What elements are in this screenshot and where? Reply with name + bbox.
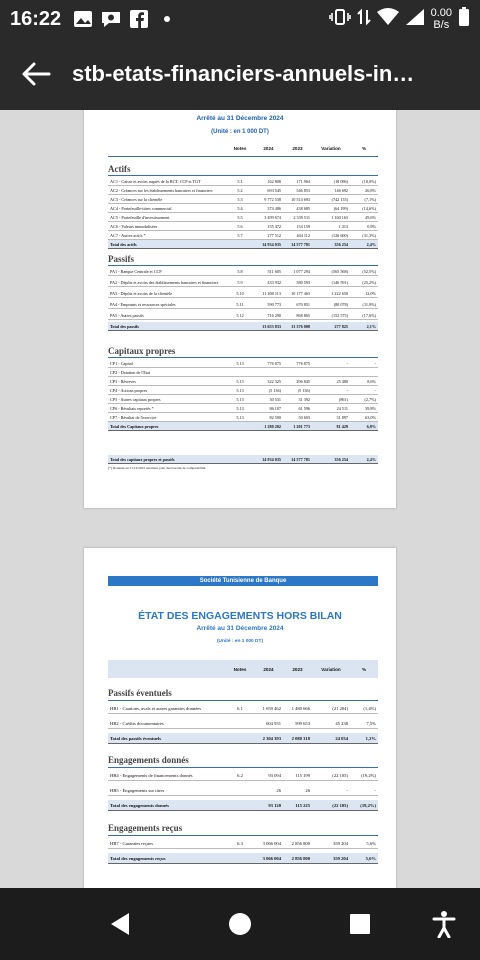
row-2024: 26 [276,787,281,793]
row-2023: 599 653 [295,720,310,726]
row-percent: 8,6% [367,378,376,384]
row-label: PA4 - Emprunts et ressources spéciales [110,301,176,307]
row-percent: 7,5% [366,720,376,726]
section-heading: Capitaux propres [108,346,176,356]
nav-back-button[interactable] [84,888,156,960]
row-2023: 296 845 [296,378,310,384]
facebook-icon [127,7,151,31]
row-variation: 359 204 [333,840,348,846]
bank-banner: Société Tunisienne de Banque [108,576,378,586]
page2-title: ÉTAT DES ENGAGEMENTS HORS BILAN [138,610,342,622]
row-note: 5.13 [236,405,244,411]
row-note: 5.2 [237,187,243,193]
row-note: 5.13 [236,414,244,420]
row-percent: - [374,387,376,393]
row-percent: (31,3%) [362,232,376,238]
row-2023: 2 339 511 [293,214,310,220]
row-2023: 61 596 [298,405,310,411]
table-row [108,703,378,714]
nav-home-button[interactable] [204,888,276,960]
row-2024: 776 875 [267,360,281,366]
grand-total-row [108,455,378,464]
col-notes: Notes [233,666,247,672]
row-2024: 86 107 [269,405,281,411]
row-note: 6.3 [237,840,243,846]
row-label: AC1 - Caisse et avoirs auprès de la BCT, CCP et TGT [110,178,201,184]
row-variation: (742 155) [331,196,348,202]
table-row [108,838,378,849]
section-heading: Engagements donnés [108,755,189,765]
col-2024: 2024 [263,146,274,151]
row-2023: 1 480 666 [291,705,310,711]
footnote: (*) Données au 31/12/2023 retraitées pour des besoins de comparabilité. [108,466,207,470]
section-heading: Passifs [108,254,135,264]
row-percent: (2,7%) [364,396,376,402]
row-2024: 155 472 [267,223,281,229]
section-divider [108,700,378,701]
row-2024: 2 304 393 [262,735,281,741]
row-percent: (11,9%) [362,301,376,307]
document-title: stb-etats-financiers-annuels-in… [72,61,415,86]
row-2023: 1 077 294 [293,268,310,274]
table-row [108,359,378,368]
net-speed [431,7,452,31]
row-2024: 693 545 [267,187,281,193]
row-variation: (18 096) [333,178,348,184]
status-right [329,0,470,38]
row-note: 5.4 [237,205,243,211]
table-row [108,404,378,413]
row-2024: 590 773 [267,301,281,307]
row-variation: 45 238 [335,720,348,726]
row-2023: 10 514 693 [291,196,310,202]
table-row [108,231,378,240]
table-row [108,278,378,287]
row-2024: 14 934 035 [262,241,281,247]
row-2023: 1 201 773 [293,423,310,429]
row-label: Total des actifs [110,241,137,247]
row-2024: 30 531 [269,396,281,402]
row-variation: 356 254 [334,456,348,462]
table-row [108,204,378,213]
table-row [108,213,378,222]
row-percent: 5,6% [366,840,376,846]
row-percent: 39,8% [365,405,376,411]
table-row [108,377,378,386]
triangle-back-icon [109,912,131,936]
row-label: PA2 - Dépôts et avoirs des établissements bancaires et financiers [110,279,219,285]
row-label: Total des engagements reçus [110,855,166,861]
col-2023: 2023 [292,666,303,672]
row-percent: (1,4%) [363,705,376,711]
row-variation: (861) [338,396,348,402]
row-percent: 2,1% [366,323,376,329]
row-2024: (5 136) [268,387,281,393]
row-label: Total des passifs [110,323,139,329]
row-2023: 868 865 [296,312,310,318]
row-variation: (64 199) [333,205,348,211]
row-percent: - [374,787,376,793]
row-label: CP4 - Actions propres [110,387,148,393]
row-2023: 670 851 [296,301,310,307]
pdf-viewer[interactable] [0,110,480,888]
row-variation: 25 480 [336,378,348,384]
navigation-bar [0,888,480,960]
net-speed-value: 0.00 [430,7,452,19]
row-note: 5.11 [236,301,244,307]
row-2023: 31 392 [298,396,310,402]
accessibility-button[interactable] [408,888,480,960]
net-speed-unit: B/s [433,19,450,31]
col-percent: % [361,666,367,672]
chat-icon [99,7,123,31]
row-percent: 63,0% [365,414,376,420]
table-row [108,300,378,309]
row-percent: 6,8% [366,423,376,429]
section-divider [108,175,378,176]
row-percent: 2,4% [366,456,376,462]
row-variation: (22 105) [332,802,348,808]
row-2023: 2 856 800 [291,840,310,846]
table-row [108,395,378,404]
row-note: 5.12 [236,312,244,318]
row-label: AC4 - Portefeuille-titres commercial [110,205,172,211]
signal-icon [405,8,425,31]
row-variation: 81 429 [336,423,348,429]
row-percent: 26,8% [365,187,376,193]
row-percent: 5,6% [365,855,376,861]
row-label: CP2 - Dotation de l'Etat [110,369,151,375]
row-2024: 162 808 [267,178,281,184]
row-variation: 1 160 163 [331,214,348,220]
row-note: 5.3 [237,196,243,202]
row-2023: 776 875 [296,360,310,366]
row-2023: 154 159 [296,223,310,229]
row-note: 5.13 [236,360,244,366]
dot-icon [155,7,179,31]
row-2024: 13 653 833 [262,323,281,329]
row-variation: - [346,360,348,366]
page1-subtitle: (Unité : en 1 000 DT) [211,129,269,135]
page2-table-header [108,660,378,678]
row-label: AC2 - Créances sur les établissements bancaires et financiers [110,187,213,193]
row-variation: (146 591) [331,279,348,285]
accessibility-icon [432,910,456,938]
section-divider [108,835,378,836]
row-2023: 115 225 [295,802,310,808]
row-label: HB2 - Crédits documentaires [110,720,164,726]
table-row [108,195,378,204]
gallery-icon [71,7,95,31]
row-2024: 93 094 [268,772,281,778]
row-2023: 2 856 800 [291,855,310,861]
row-label: CP7 - Résultat de l'exercice [110,414,157,420]
row-variation: (565 568) [331,268,348,274]
row-2024: 604 931 [266,720,281,726]
row-label: CP3 - Réserves [110,378,136,384]
row-2024: 3 066 004 [262,840,281,846]
wifi-icon [377,8,399,31]
row-percent: - [374,360,376,366]
row-2023: 10 177 463 [291,290,310,296]
row-variation: 277 825 [334,323,348,329]
row-variation: - [346,787,348,793]
status-bar [0,0,480,38]
row-note: 5.10 [236,290,244,296]
table-row [108,289,378,298]
row-variation: (22 105) [332,772,348,778]
row-note: 5.5 [237,214,243,220]
row-note: 5.13 [236,378,244,384]
row-note: 6.2 [237,772,243,778]
row-variation: (80 078) [333,301,348,307]
row-percent: 0,9% [367,223,376,229]
row-note: 5.1 [237,178,243,184]
row-2023: 171 904 [296,178,310,184]
row-2024: 9 772 538 [264,196,281,202]
row-label: HB4 - Engagements de financements donnés [110,772,193,778]
row-label: AC5 - Portefeuille d'investissement [110,214,170,220]
row-percent: 1,2% [365,735,376,741]
row-2024: 433 932 [267,279,281,285]
row-variation: - [346,387,348,393]
vibrate-icon [329,8,351,31]
app-bar [0,38,480,110]
row-label: CP6 - Résultats reportés * [110,405,154,411]
row-2024: 93 120 [268,802,281,808]
row-label: AC7 - Autres actifs * [110,232,146,238]
table-row [108,222,378,231]
battery-icon [458,7,470,32]
total-row [108,240,378,249]
table-row [108,770,378,781]
row-2023: 50 603 [298,414,310,420]
table-row [108,386,378,395]
row-2023: 2 080 318 [291,735,310,741]
table-row [108,785,378,796]
row-variation: (152 575) [331,312,348,318]
total-row [108,800,378,811]
row-2024: 511 605 [267,268,281,274]
col-variation: Variation [321,146,341,151]
row-variation: 359 204 [333,855,348,861]
row-percent: (17,6%) [362,312,376,318]
page1-title: Arrêté au 31 Décembre 2024 [196,115,284,122]
row-2023: 14 577 781 [291,241,310,247]
row-2024: 14 934 035 [262,456,281,462]
pdf-page-1 [84,110,396,508]
nav-recents-button[interactable] [324,888,396,960]
back-button[interactable] [0,38,72,110]
row-2024: 3 066 004 [262,855,281,861]
row-percent: (7,1%) [364,196,376,202]
row-variation: 24 511 [336,405,348,411]
row-2024: 3 499 674 [264,214,281,220]
row-2023: 13 376 008 [291,323,310,329]
row-variation: 1 222 650 [331,290,348,296]
row-percent: (10,0%) [362,178,376,184]
row-2024: 11 400 113 [262,290,281,296]
row-percent: (19,2%) [361,772,376,778]
page2-subtitle: Arrêté au 31 Décembre 2024 [196,625,284,632]
row-note: 5.8 [237,268,243,274]
row-label: Total des Capitaux propres [110,423,159,429]
row-label: HB7 - Garanties reçues [110,840,153,846]
row-2023: 404 112 [296,232,310,238]
pdf-page-2 [84,548,396,888]
row-2023: 438 685 [296,205,310,211]
row-variation: 146 692 [334,187,348,193]
row-note: 6.1 [237,705,243,711]
table-row [108,186,378,195]
row-2024: 277 512 [267,232,281,238]
row-percent: 12,0% [365,290,376,296]
col-percent: % [361,146,367,151]
row-label: CP1 - Capital [110,360,133,366]
row-label: CP5 - Autres capitaux propres [110,396,161,402]
row-note: 5.9 [237,279,243,285]
row-label: PA5 - Autres passifs [110,312,144,318]
table-row [108,718,378,729]
total-row [108,853,378,864]
row-2023: 115 199 [295,772,310,778]
row-label: PA3 - Dépôts et avoirs de la clientèle [110,290,173,296]
table-row [108,177,378,186]
row-note: 5.6 [237,223,243,229]
table-row [108,413,378,422]
row-2023: 14 577 781 [291,456,310,462]
row-2023: 546 853 [296,187,310,193]
col-notes: Notes [233,146,247,151]
row-label: HB5 - Engagements sur titres [110,787,165,793]
row-2024: 82 500 [269,414,281,420]
table-row [108,311,378,320]
table-row [108,368,378,377]
total-row [108,322,378,331]
row-variation: (126 600) [331,232,348,238]
total-row [108,422,378,431]
row-percent: 49,6% [365,214,376,220]
col-2023: 2023 [292,146,303,151]
row-2023: (5 136) [297,387,310,393]
row-percent: (25,2%) [362,279,376,285]
section-divider [108,767,378,768]
row-note: 5.7 [237,232,243,238]
row-label: AC6 - Valeurs immobilisées [110,223,158,229]
row-2024: 716 290 [267,312,281,318]
total-row [108,733,378,744]
data-arrows-icon [357,8,371,31]
col-2024: 2024 [263,666,274,672]
page2-unit: (Unité : en 1 000 DT) [216,639,264,644]
section-divider [108,357,378,358]
row-note: 5.13 [236,387,244,393]
arrow-left-icon [21,62,51,86]
row-variation: 1 313 [338,223,348,229]
row-label: Total des passifs éventuels [110,735,162,741]
row-variation: 31 897 [336,414,348,420]
row-2024: 322 325 [267,378,281,384]
row-label: PA1 - Banque Centrale et CCP [110,268,162,274]
row-2023: 26 [305,787,310,793]
page1-table-header [108,141,378,157]
row-2023: 580 593 [296,279,310,285]
circle-home-icon [228,912,252,936]
row-variation: (21 204) [332,705,348,711]
col-variation: Variation [321,666,341,672]
row-percent: 2,4% [366,241,376,247]
status-time: 16:22 [10,7,62,30]
section-heading: Passifs éventuels [108,688,172,698]
square-recents-icon [350,914,370,934]
row-variation: 356 254 [334,241,348,247]
row-variation: 24 034 [335,735,348,741]
row-label: HB1 - Cautions, avals et autres garanties données [110,705,202,711]
row-percent: (14,6%) [362,205,376,211]
row-2024: 1 280 202 [264,423,281,429]
row-label: Total des capitaux propres et passifs [110,456,175,462]
row-label: Total des engagements donnés [110,802,169,808]
row-2024: 1 659 462 [262,705,281,711]
row-note: 5.13 [236,396,244,402]
section-divider [108,265,378,266]
row-label: AC3 - Créances sur la clientèle [110,196,163,202]
section-heading: Engagements reçus [108,823,183,833]
row-percent: (19,2%) [360,802,376,808]
table-row [108,267,378,276]
row-2024: 374 486 [267,205,281,211]
row-percent: (52,5%) [362,268,376,274]
section-heading: Actifs [108,164,131,174]
